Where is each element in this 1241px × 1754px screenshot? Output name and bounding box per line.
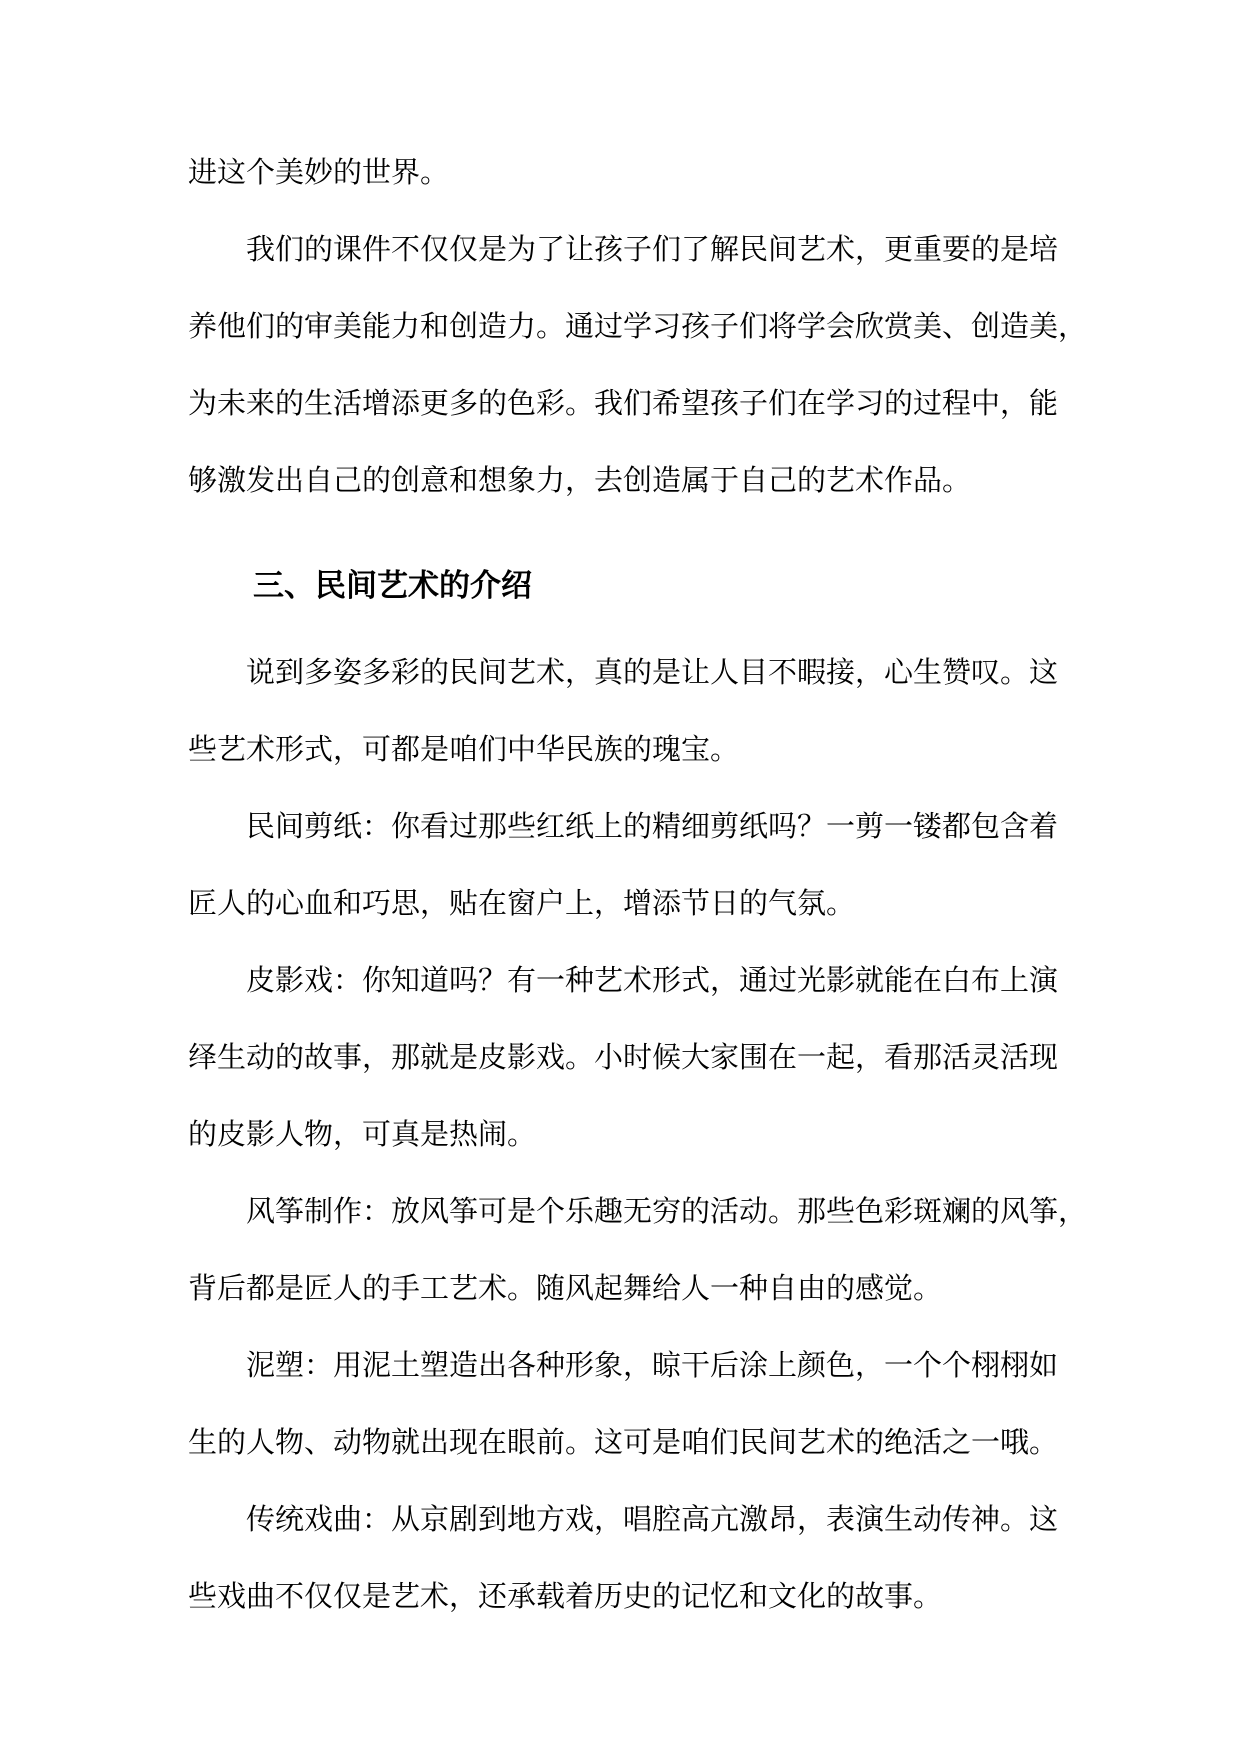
- clay-sculpture-line-2: 生的人物、动物就出现在眼前。这可是咱们民间艺术的绝活之一哦。: [188, 1425, 1059, 1459]
- shadow-play-line-2: 绎生动的故事，那就是皮影戏。小时候大家围在一起，看那活灵活现: [188, 1040, 1059, 1074]
- clay-sculpture-line-1: 泥塑：用泥土塑造出各种形象，晾干后涂上颜色，一个个栩栩如: [246, 1348, 1059, 1382]
- purpose-paragraph-line-1: 我们的课件不仅仅是为了让孩子们了解民间艺术，更重要的是培: [246, 232, 1059, 266]
- section-heading: 三、民间艺术的介绍: [253, 568, 532, 604]
- purpose-paragraph-line-3: 为未来的生活增添更多的色彩。我们希望孩子们在学习的过程中，能: [188, 386, 1059, 420]
- section-intro-line-1: 说到多姿多彩的民间艺术，真的是让人目不暇接，心生赞叹。这: [246, 655, 1059, 689]
- kite-making-line-1: 风筝制作：放风筝可是个乐趣无穷的活动。那些色彩斑斓的风筝，: [246, 1194, 1088, 1228]
- purpose-paragraph-line-4: 够激发出自己的创意和想象力，去创造属于自己的艺术作品。: [188, 463, 972, 497]
- kite-making-line-2: 背后都是匠人的手工艺术。随风起舞给人一种自由的感觉。: [188, 1271, 943, 1305]
- shadow-play-line-3: 的皮影人物，可真是热闹。: [188, 1117, 537, 1151]
- paper-cutting-line-1: 民间剪纸：你看过那些红纸上的精细剪纸吗？一剪一镂都包含着: [246, 809, 1059, 843]
- opera-line-1: 传统戏曲：从京剧到地方戏，唱腔高亢激昂，表演生动传神。这: [246, 1502, 1059, 1536]
- section-intro-line-2: 些艺术形式，可都是咱们中华民族的瑰宝。: [188, 732, 740, 766]
- shadow-play-line-1: 皮影戏：你知道吗？有一种艺术形式，通过光影就能在白布上演: [246, 963, 1059, 997]
- paper-cutting-line-2: 匠人的心血和巧思，贴在窗户上，增添节日的气氛。: [188, 886, 856, 920]
- opera-line-2: 些戏曲不仅仅是艺术，还承载着历史的记忆和文化的故事。: [188, 1579, 943, 1613]
- intro-tail-line: 进这个美妙的世界。: [188, 155, 450, 189]
- purpose-paragraph-line-2: 养他们的审美能力和创造力。通过学习孩子们将学会欣赏美、创造美，: [188, 309, 1088, 343]
